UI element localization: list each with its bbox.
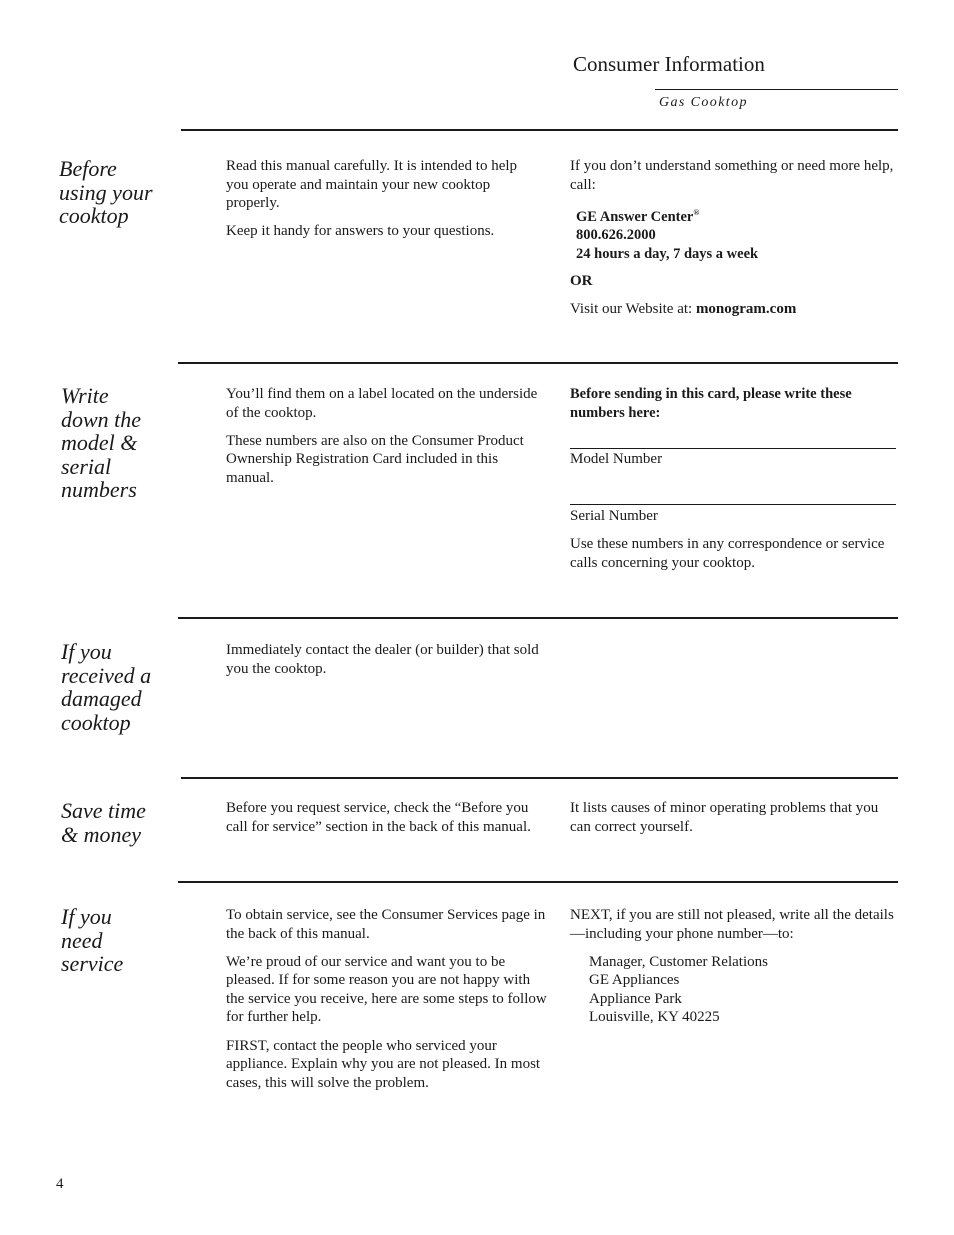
section-heading-before-using: Before using your cooktop	[59, 156, 153, 228]
section-save-col1	[226, 799, 541, 846]
section-heading-damaged: If you received a damaged cooktop	[61, 639, 152, 735]
section-heading-save-time: Save time & money	[61, 798, 146, 847]
page-subtitle: Gas Cooktop	[659, 95, 748, 110]
page-number: 4	[56, 1176, 64, 1192]
contact-block	[576, 204, 895, 264]
website-line	[570, 300, 895, 319]
website-prefix: Visit our Website at:	[570, 301, 696, 318]
paragraph: Read this manual carefully. It is intended to help you operate and maintain your new cooktop properly.	[226, 158, 518, 212]
section-heading-model-serial: Write down the model & serial numbers	[61, 383, 142, 502]
section-divider	[181, 777, 898, 779]
paragraph: FIRST, contact the people who serviced your appliance. Explain why you are not pleased. In most cases, this will solve the problem.	[226, 1037, 541, 1091]
section-before-col2	[570, 157, 895, 328]
paragraph: Keep it handy for answers to your questions.	[226, 223, 495, 240]
paragraph: NEXT, if you are still not pleased, write all the details—including your phone number—to:	[570, 907, 894, 942]
section-service-col2	[570, 906, 895, 1027]
or-label: OR	[570, 273, 593, 290]
serial-number-label: Serial Number	[570, 508, 658, 524]
model-number-label: Model Number	[570, 451, 663, 467]
section-before-col1	[226, 157, 541, 250]
phone-number: 800.626.2000	[576, 227, 656, 244]
section-model-col1	[226, 385, 541, 497]
paragraph: To obtain service, see the Consumer Services page in the back of this manual.	[226, 907, 546, 942]
hours: 24 hours a day, 7 days a week	[576, 245, 759, 262]
paragraph: It lists causes of minor operating problems that you can correct yourself.	[570, 800, 879, 835]
paragraph: Immediately contact the dealer (or builder) that sold you the cooktop.	[226, 642, 539, 677]
paragraph: Before you request service, check the “Before you call for service” section in the back of this manual.	[226, 800, 531, 835]
model-instructions: Before sending in this card, please write these numbers here:	[570, 386, 852, 421]
section-damaged-col1	[226, 641, 541, 688]
model-number-field[interactable]	[570, 448, 896, 449]
serial-usage-note: Use these numbers in any correspondence or service calls concerning your cooktop.	[570, 536, 885, 571]
section-divider	[178, 881, 898, 883]
page-title: Consumer Information	[573, 52, 765, 76]
section-divider	[178, 617, 898, 619]
answer-center-name: GE Answer Center	[576, 208, 694, 225]
registered-mark: ®	[693, 207, 700, 217]
website-link[interactable]: monogram.com	[695, 301, 797, 318]
section-service-col1	[226, 906, 548, 1102]
section-divider	[178, 362, 898, 364]
paragraph: These numbers are also on the Consumer Product Ownership Registration Card included in this manual.	[226, 432, 524, 486]
section-save-col2	[570, 799, 898, 846]
paragraph: If you don’t understand something or need more help, call:	[570, 158, 894, 193]
section-heading-service: If you need service	[61, 904, 124, 976]
header-divider	[655, 89, 898, 90]
answer-center-line	[576, 204, 895, 226]
paragraph: You’ll find them on a label located on the underside of the cooktop.	[226, 386, 538, 421]
mailing-address: Manager, Customer Relations GE Appliances Appliance Park Louisville, KY 40225	[589, 953, 768, 1026]
paragraph: We’re proud of our service and want you to be pleased. If for some reason you are not happy with the service you receive, here are some steps to follow for further help.	[226, 953, 547, 1026]
section-divider	[181, 129, 898, 131]
serial-number-field[interactable]	[570, 504, 896, 505]
